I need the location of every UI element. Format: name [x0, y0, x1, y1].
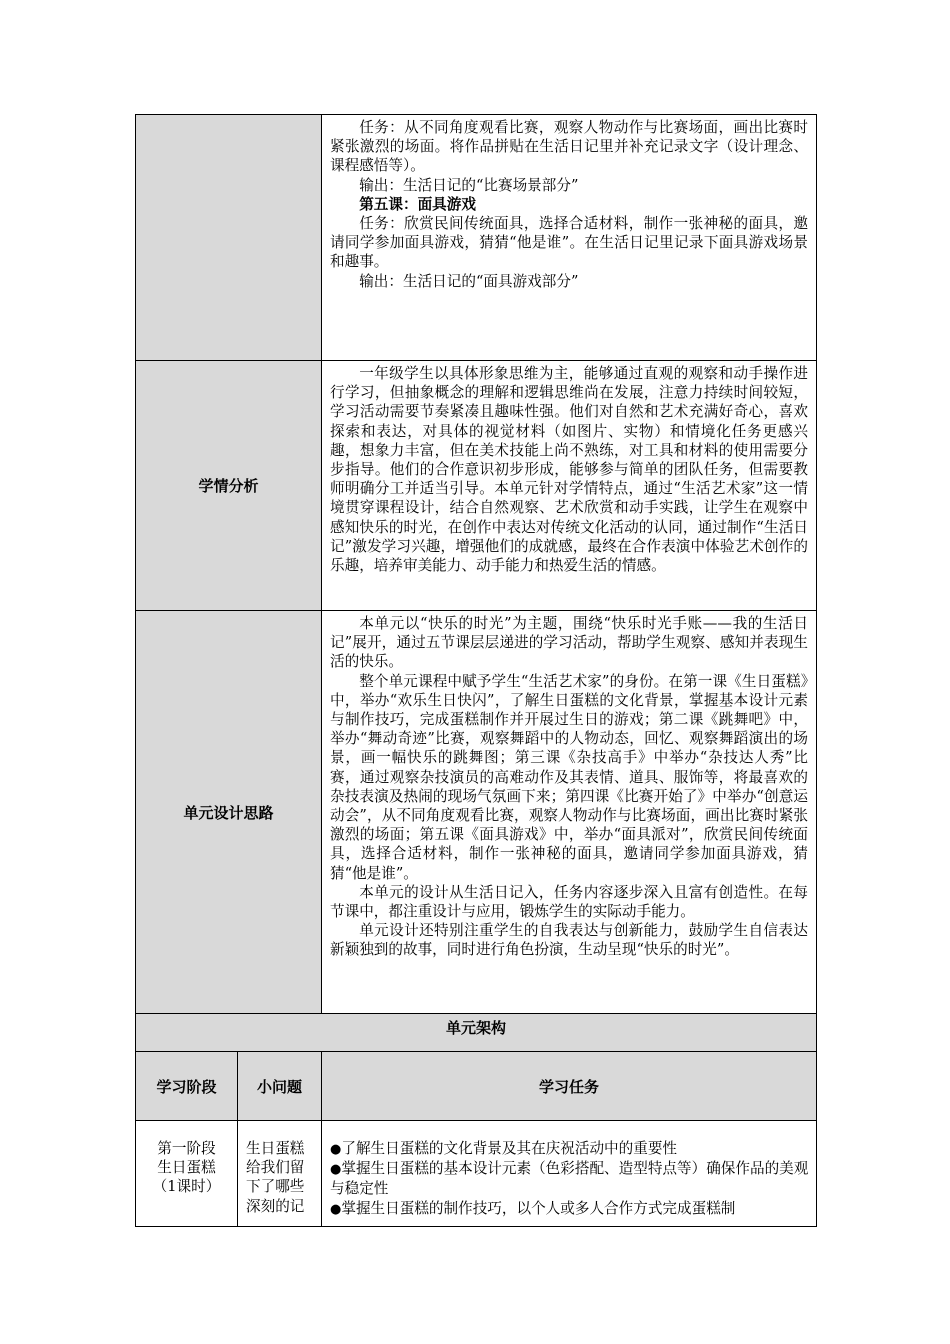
- task-text: 掌握生日蛋糕的制作技巧，以个人或多人合作方式完成蛋糕制: [341, 1199, 736, 1217]
- structure-title-row: [136, 1014, 817, 1052]
- structure-title: 单元架构: [136, 1014, 817, 1052]
- design-paragraph: 本单元以“快乐的时光”为主题，围绕“快乐时光手账——我的生活日记”展开，通过五节课层层递进的学习活动，帮助学生观察、感知并表现生活的快乐。: [330, 615, 808, 671]
- learner-analysis-row: [136, 361, 817, 611]
- lesson-paragraph: 任务：欣赏民间传统面具，选择合适材料，制作一张神秘的面具，邀请同学参加面具游戏，猜猜“他是谁”。在生活日记里记录下面具游戏场景和趣事。: [330, 215, 808, 271]
- header-question: 小问题: [238, 1052, 322, 1121]
- header-stage: 学习阶段: [136, 1052, 238, 1121]
- lesson-paragraph: 输出：生活日记的“面具游戏部分”: [359, 272, 579, 290]
- stage-cell: [136, 1121, 238, 1227]
- structure-header-row: [136, 1052, 817, 1121]
- stage-line: 第一阶段: [157, 1140, 216, 1157]
- empty-label-cell: [136, 115, 322, 361]
- lesson-paragraph: 第五课：面具游戏: [359, 195, 476, 213]
- lesson-paragraph: 任务：从不同角度观看比赛，观察人物动作与比赛场面，画出比赛时紧张激烈的场面。将作品拼贴在生活日记里并补充记录文字（设计理念、课程感悟等）。: [330, 119, 808, 175]
- lesson-tasks-cell: [322, 115, 817, 361]
- stage-text: [140, 1139, 233, 1197]
- task-item: [330, 1159, 810, 1198]
- unit-design-row: [136, 611, 817, 1014]
- design-paragraph: 整个单元课程中赋予学生“生活艺术家”的身份。在第一课《生日蛋糕》中，举办“欢乐生日快闪”，了解生日蛋糕的文化背景，掌握基本设计元素与制作技巧，完成蛋糕制作并开展过生日的游戏；第二课《跳舞吧》中，举办“舞动奇迹”比赛，观察舞蹈中的人物动态，回忆、观察舞蹈演出的场景，画一幅快乐的跳舞图；第三课《杂技高手》中举办“杂技达人秀”比赛，通过观察杂技演员的高难动作及其表情、道具、服饰等，将最喜欢的杂技表演及热闹的现场气氛画下来；第四课《比赛开始了》中举办“创意运动会”，从不同角度观看比赛，观察人物动作与比赛场面，画出比赛时紧张激烈的场面；第五课《面具游戏》中，举办“面具派对”，欣赏民间传统面具，选择合适材料，制作一张神秘的面具，邀请同学参加面具游戏，猜猜“他是谁”。: [330, 672, 808, 882]
- lesson-paragraph: 输出：生活日记的“比赛场景部分”: [359, 176, 579, 194]
- stage-row: [136, 1121, 817, 1227]
- task-item: [330, 1199, 810, 1219]
- task-text: 掌握生日蛋糕的基本设计元素（色彩搭配、造型特点等）确保作品的美观与稳定性: [330, 1160, 809, 1198]
- task-item: [330, 1139, 810, 1159]
- unit-plan-table: [135, 114, 817, 1227]
- design-paragraph: 单元设计还特别注重学生的自我表达与创新能力，鼓励学生自信表达新颖独到的故事，同时进行角色扮演，生动呈现“快乐的时光”。: [330, 922, 808, 959]
- tasks-cell: [322, 1121, 817, 1227]
- tasks-list: [330, 1139, 810, 1219]
- stage-line: 生日蛋糕: [157, 1159, 216, 1177]
- unit-design-cell: [322, 611, 817, 1014]
- design-paragraph: 本单元的设计从生活日记入，任务内容逐步深入且富有创造性。在每节课中，都注重设计与应用，锻炼学生的实际动手能力。: [330, 883, 808, 921]
- lesson-tasks-row: [136, 115, 817, 361]
- bullet-icon: ●: [330, 1142, 342, 1157]
- question-text: 生日蛋糕给我们留下了哪些深刻的记: [246, 1140, 305, 1215]
- learner-analysis-text: [322, 361, 816, 575]
- unit-design-text: [322, 611, 816, 960]
- bullet-icon: ●: [330, 1162, 342, 1178]
- analysis-paragraph: 一年级学生以具体形象思维为主，能够通过直观的观察和动手操作进行学习，但抽象概念的理解和逻辑思维尚在发展，注意力持续时间较短，学习活动需要节奏紧凑且趣味性强。他们对自然和艺术充满好奇心，喜欢探索和表达，对具体的视觉材料（如图片、实物）和情境化任务更感兴趣，想象力丰富，但在美术技能上尚不熟练，对工具和材料的使用需要分步指导。他们的合作意识初步形成，能够参与简单的团队任务，但需要教师明确分工并适当引导。本单元针对学情特点，通过“生活艺术家”这一情境贯穿课程设计，结合自然观察、艺术欣赏和动手实践，让学生在观察中感知快乐的时光，在创作中表达对传统文化活动的认同，通过制作“生活日记”激发学习兴趣，增强他们的成就感，最终在合作表演中体验艺术创作的乐趣，培养审美能力、动手能力和热爱生活的情感。: [330, 365, 808, 575]
- header-tasks: 学习任务: [322, 1052, 817, 1121]
- unit-design-label: 单元设计思路: [136, 611, 322, 1014]
- learner-analysis-cell: [322, 361, 817, 611]
- learner-analysis-label: 学情分析: [136, 361, 322, 611]
- lesson-tasks-text: [322, 115, 816, 291]
- question-cell: [238, 1121, 322, 1227]
- task-text: 了解生日蛋糕的文化背景及其在庆祝活动中的重要性: [341, 1140, 678, 1157]
- bullet-icon: ●: [330, 1201, 342, 1217]
- stage-line: （1课时）: [152, 1178, 221, 1196]
